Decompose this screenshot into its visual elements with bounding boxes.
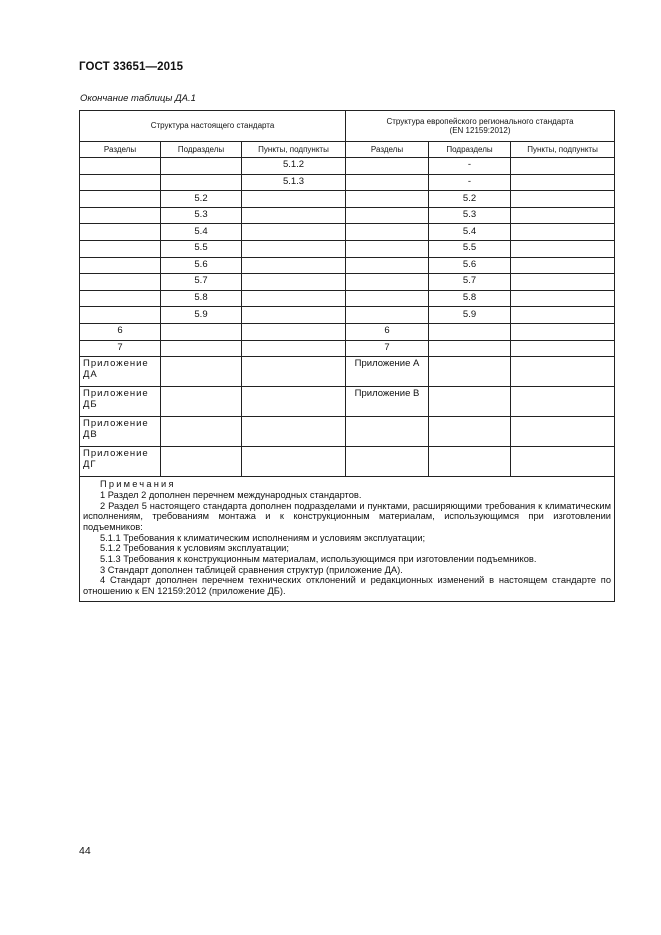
appendix-row xyxy=(80,417,615,447)
table-cell: 5.1.3 xyxy=(242,174,346,191)
table-cell: 6 xyxy=(80,323,161,340)
table-cell xyxy=(242,307,346,324)
table-cell xyxy=(242,191,346,208)
column-header-clauses-current: Пункты, подпункты xyxy=(242,142,346,158)
table-cell: 7 xyxy=(346,340,429,357)
note-item: 5.1.3 Требования к конструкционным материалам, использующимся при изготовлении подъемников. xyxy=(100,553,537,564)
table-cell xyxy=(511,323,615,340)
group-header-european-code: (EN 12159:2012) xyxy=(449,126,511,135)
table-cell xyxy=(80,207,161,224)
table-cell: 7 xyxy=(80,340,161,357)
table-cell: 5.3 xyxy=(429,207,511,224)
table-row xyxy=(80,191,615,208)
table-cell xyxy=(511,417,615,447)
table-cell xyxy=(242,224,346,241)
table-cell xyxy=(346,240,429,257)
table-cell: 5.4 xyxy=(429,224,511,241)
appendix-code: ДВ xyxy=(83,429,98,441)
table-cell: 5.2 xyxy=(429,191,511,208)
table-cell xyxy=(429,340,511,357)
document-header: ГОСТ 33651—2015 xyxy=(79,61,184,73)
table-row xyxy=(80,174,615,191)
table-cell xyxy=(511,290,615,307)
table-cell xyxy=(511,340,615,357)
table-cell: - xyxy=(429,174,511,191)
table-cell xyxy=(429,387,511,417)
table-row xyxy=(80,307,615,324)
table-cell xyxy=(346,191,429,208)
notes-block xyxy=(80,477,615,602)
table-cell xyxy=(346,207,429,224)
table-cell: Приложение В xyxy=(346,387,429,417)
table-cell: 5.6 xyxy=(429,257,511,274)
table-cell xyxy=(429,323,511,340)
table-cell xyxy=(80,417,161,447)
table-cell xyxy=(511,274,615,291)
table-cell xyxy=(242,257,346,274)
note-item: 5.1.1 Требования к климатическим исполнениям и условиям эксплуатации; xyxy=(100,532,426,543)
table-cell xyxy=(242,323,346,340)
table-cell: 5.9 xyxy=(429,307,511,324)
table-cell xyxy=(242,207,346,224)
appendix-row xyxy=(80,357,615,387)
table-cell: 5.6 xyxy=(161,257,242,274)
table-cell xyxy=(161,447,242,477)
table-cell xyxy=(346,174,429,191)
table-cell xyxy=(161,387,242,417)
table-cell xyxy=(80,357,161,387)
notes-row xyxy=(80,477,615,602)
appendix-code: ДА xyxy=(83,369,98,381)
table-cell: 5.8 xyxy=(429,290,511,307)
table-cell xyxy=(161,340,242,357)
table-cell xyxy=(80,224,161,241)
table-cell: 6 xyxy=(346,323,429,340)
table-cell: 5.9 xyxy=(161,307,242,324)
table-cell xyxy=(242,240,346,257)
column-header-sections-current: Разделы xyxy=(80,142,161,158)
appendix-label: Приложение xyxy=(83,358,149,370)
table-row xyxy=(80,240,615,257)
table-cell xyxy=(80,290,161,307)
table-cell xyxy=(346,257,429,274)
table-cell: Приложение А xyxy=(346,357,429,387)
table-cell xyxy=(346,447,429,477)
appendix-row xyxy=(80,447,615,477)
table-cell xyxy=(80,191,161,208)
table-cell: 5.4 xyxy=(161,224,242,241)
table-cell xyxy=(80,240,161,257)
appendix-code: ДБ xyxy=(83,399,98,411)
note-item: 3 Стандарт дополнен таблицей сравнения структур (приложение ДА). xyxy=(100,564,403,575)
note-item: 5.1.2 Требования к условиям эксплуатации; xyxy=(100,543,289,554)
table-row xyxy=(80,290,615,307)
table-cell xyxy=(80,307,161,324)
note-item: 4 Стандарт дополнен перечнем технических отклонений и редакционных изменений в настоящем стандарте по отношению к EN 12159:2012 (приложение ДБ). xyxy=(83,575,612,596)
table-cell xyxy=(242,340,346,357)
group-header-current-standard: Структура настоящего стандарта xyxy=(80,111,346,142)
table-cell xyxy=(161,417,242,447)
table-cell xyxy=(161,357,242,387)
table-row xyxy=(80,274,615,291)
column-header-subsections-current: Подразделы xyxy=(161,142,242,158)
table-cell xyxy=(346,158,429,175)
table-cell xyxy=(511,357,615,387)
table-cell xyxy=(511,174,615,191)
appendix-code: ДГ xyxy=(83,459,97,471)
table-cell xyxy=(429,417,511,447)
table-cell: - xyxy=(429,158,511,175)
table-cell xyxy=(346,307,429,324)
table-cell xyxy=(161,323,242,340)
table-cell: 5.5 xyxy=(429,240,511,257)
structure-comparison-table xyxy=(79,110,615,602)
table-cell xyxy=(511,447,615,477)
table-cell xyxy=(511,224,615,241)
table-cell xyxy=(80,447,161,477)
appendix-row xyxy=(80,387,615,417)
table-cell xyxy=(80,158,161,175)
table-cell xyxy=(242,274,346,291)
group-header-european-standard xyxy=(346,111,615,142)
notes-title: Примечания xyxy=(100,479,176,490)
table-cell xyxy=(511,191,615,208)
table-row xyxy=(80,158,615,175)
table-cell xyxy=(429,447,511,477)
table-cell xyxy=(161,174,242,191)
table-cell: 5.3 xyxy=(161,207,242,224)
table-cell: 5.7 xyxy=(161,274,242,291)
table-cell: 5.7 xyxy=(429,274,511,291)
table-row xyxy=(80,224,615,241)
table-cell xyxy=(511,158,615,175)
table-cell xyxy=(511,257,615,274)
table-cell xyxy=(346,417,429,447)
table-cell: 5.5 xyxy=(161,240,242,257)
table-caption: Окончание таблицы ДА.1 xyxy=(80,93,196,104)
table-cell: 5.8 xyxy=(161,290,242,307)
table-cell xyxy=(80,174,161,191)
table-cell: 5.2 xyxy=(161,191,242,208)
column-header-sections-european: Разделы xyxy=(346,142,429,158)
table-cell xyxy=(429,357,511,387)
note-item: 1 Раздел 2 дополнен перечнем международных стандартов. xyxy=(100,489,362,500)
table-cell xyxy=(80,274,161,291)
table-cell xyxy=(242,357,346,387)
table-cell xyxy=(80,387,161,417)
column-header-subsections-european: Подразделы xyxy=(429,142,511,158)
table-row xyxy=(80,323,615,340)
page-number: 44 xyxy=(79,845,91,857)
appendix-label: Приложение xyxy=(83,388,149,400)
table-cell xyxy=(80,257,161,274)
table-cell xyxy=(511,240,615,257)
table-row xyxy=(80,207,615,224)
table-row xyxy=(80,340,615,357)
table-cell xyxy=(242,387,346,417)
column-header-clauses-european: Пункты, подпункты xyxy=(511,142,615,158)
table-cell xyxy=(346,274,429,291)
table-cell xyxy=(242,417,346,447)
table-cell xyxy=(242,447,346,477)
table-cell: 5.1.2 xyxy=(242,158,346,175)
table-cell xyxy=(511,307,615,324)
table-cell xyxy=(242,290,346,307)
table-cell xyxy=(346,224,429,241)
appendix-label: Приложение xyxy=(83,418,149,430)
appendix-label: Приложение xyxy=(83,448,149,460)
table-row xyxy=(80,257,615,274)
note-item: 2 Раздел 5 настоящего стандарта дополнен подразделами и пунктами, расширяющими требования к климатическим исполнениям, требованиям монтажа и к конструкционным материалам, использующимся при изготовлении подъемников: xyxy=(83,500,612,532)
table-cell xyxy=(511,387,615,417)
table-cell xyxy=(346,290,429,307)
group-header-european-title: Структура европейского регионального стандарта xyxy=(386,116,574,126)
table-cell xyxy=(161,158,242,175)
table-cell xyxy=(511,207,615,224)
